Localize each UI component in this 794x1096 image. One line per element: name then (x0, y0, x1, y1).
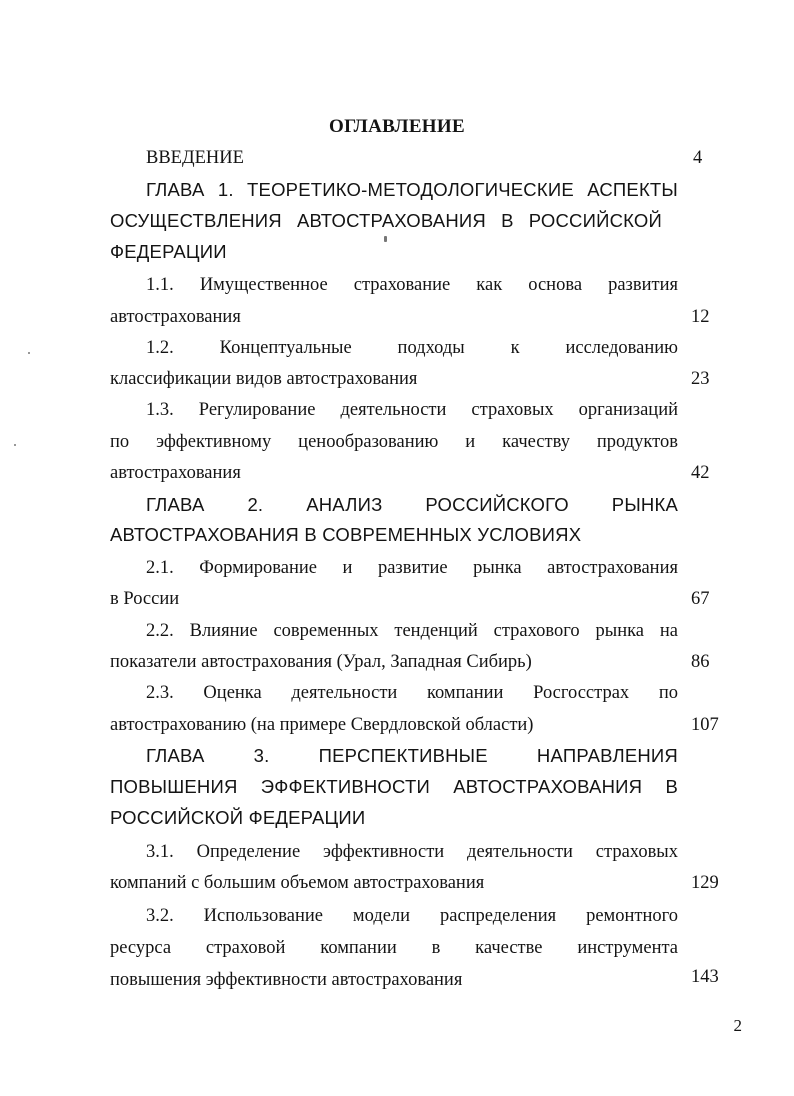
chapter-3-heading-line-3[interactable]: РОССИЙСКОЙ ФЕДЕРАЦИИ (110, 807, 366, 828)
section-2-2-line-2[interactable]: показатели автострахования (Урал, Западная Сибирь) (110, 652, 532, 672)
toc-page-3-2: 143 (691, 967, 719, 987)
section-3-1[interactable]: 3.1. Определение эффективности деятельности страховых (146, 842, 678, 862)
section-3-2-line-2[interactable]: ресурса страховой компании в качестве инструмента (110, 938, 678, 958)
section-1-3[interactable]: 1.3. Регулирование деятельности страховых организаций (146, 400, 678, 420)
section-1-3-line-2[interactable]: по эффективному ценообразованию и качеству продуктов (110, 432, 678, 452)
toc-page-2-3: 107 (691, 715, 719, 735)
toc-page-3-1: 129 (691, 873, 719, 893)
toc-page-intro: 4 (693, 148, 703, 168)
section-2-1[interactable]: 2.1. Формирование и развитие рынка автострахования (146, 558, 678, 578)
section-1-1-line-2[interactable]: автострахования (110, 307, 241, 327)
section-2-3[interactable]: 2.3. Оценка деятельности компании Росгосстрах по (146, 683, 678, 703)
chapter-2-heading[interactable]: ГЛАВА 2. АНАЛИЗ РОССИЙСКОГО РЫНКА (146, 494, 678, 515)
scan-speck (14, 444, 16, 446)
toc-page-2-2: 86 (691, 652, 710, 672)
section-2-2[interactable]: 2.2. Влияние современных тенденций страхового рынка на (146, 621, 678, 641)
chapter-1-heading[interactable]: ГЛАВА 1. ТЕОРЕТИКО-МЕТОДОЛОГИЧЕСКИЕ АСПЕКТЫ (146, 179, 678, 200)
toc-entry-intro[interactable]: ВВЕДЕНИЕ (146, 148, 244, 168)
toc-title: ОГЛАВЛЕНИЕ (329, 116, 465, 137)
section-3-2[interactable]: 3.2. Использование модели распределения ремонтного (146, 906, 678, 926)
section-2-3-line-2[interactable]: автострахованию (на примере Свердловской области) (110, 715, 534, 735)
chapter-3-heading-line-2[interactable]: ПОВЫШЕНИЯ ЭФФЕКТИВНОСТИ АВТОСТРАХОВАНИЯ В (110, 776, 678, 797)
toc-page-1-2: 23 (691, 369, 710, 389)
toc-page-2-1: 67 (691, 589, 710, 609)
section-1-3-line-3[interactable]: автострахования (110, 463, 241, 483)
scan-speck (28, 352, 30, 354)
chapter-3-heading[interactable]: ГЛАВА 3. ПЕРСПЕКТИВНЫЕ НАПРАВЛЕНИЯ (146, 745, 678, 766)
page-number: 2 (733, 1016, 742, 1035)
scan-speck (384, 236, 387, 242)
section-1-2[interactable]: 1.2. Концептуальные подходы к исследованию (146, 338, 678, 358)
chapter-2-heading-line-2[interactable]: АВТОСТРАХОВАНИЯ В СОВРЕМЕННЫХ УСЛОВИЯХ (110, 524, 582, 545)
section-3-2-line-3[interactable]: повышения эффективности автострахования (110, 970, 463, 990)
section-2-1-line-2[interactable]: в России (110, 589, 180, 609)
toc-page-1-1: 12 (691, 307, 710, 327)
chapter-1-heading-line-3[interactable]: ФЕДЕРАЦИИ (110, 241, 227, 262)
toc-page-1-3: 42 (691, 463, 710, 483)
section-3-1-line-2[interactable]: компаний с большим объемом автострахования (110, 873, 485, 893)
section-1-2-line-2[interactable]: классификации видов автострахования (110, 369, 418, 389)
section-1-1[interactable]: 1.1. Имущественное страхование как основа развития (146, 275, 678, 295)
chapter-1-heading-line-2[interactable]: ОСУЩЕСТВЛЕНИЯ АВТОСТРАХОВАНИЯ В РОССИЙСКОЙ (110, 210, 662, 231)
